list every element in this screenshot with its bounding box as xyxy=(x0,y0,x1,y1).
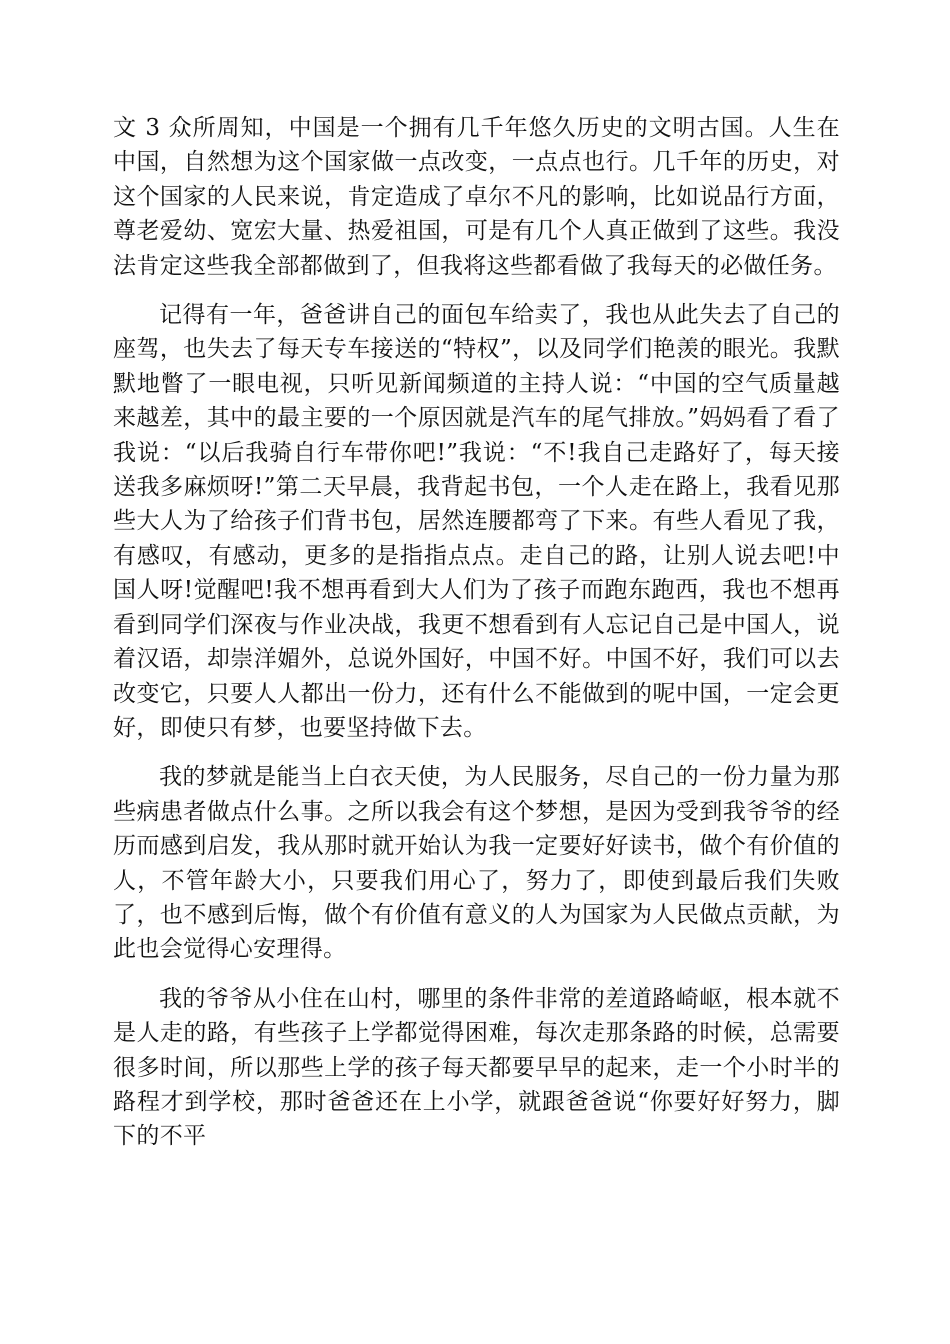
paragraph-3: 我的梦就是能当上白衣天使，为人民服务，尽自己的一份力量为那些病患者做点什么事。之所以我会有这个梦想，是因为受到我爷爷的经历而感到启发，我从那时就开始认为我一定要好好读书，做个有价值的人，不管年龄大小，只要我们用心了，努力了，即使到最后我们失败了，也不感到后悔，做个有价值有意义的人为国家为人民做点贡献，为此也会觉得心安理得。 xyxy=(113,764,840,963)
paragraph-2: 记得有一年，爸爸讲自己的面包车给卖了，我也从此失去了自己的座驾，也失去了每天专车接送的“特权”，以及同学们艳羡的眼光。我默默地瞥了一眼电视，只听见新闻频道的主持人说：“中国的空气质量越来越差，其中的最主要的一个原因就是汽车的尾气排放。”妈妈看了看了我说：“以后我骑自行车带你吧!”我说：“不!我自己走路好了，每天接送我多麻烦呀!”第二天早晨，我背起书包，一个人走在路上，我看见那些大人为了给孩子们背书包，居然连腰都弯了下来。有些人看见了我，有感叹，有感动，更多的是指指点点。走自己的路，让别人说去吧!中国人呀!觉醒吧!我不想再看到大人们为了孩子而跑东跑西，我也不想再看到同学们深夜与作业决战，我更不想看到有人忘记自己是中国人，说着汉语，却崇洋媚外，总说外国好，中国不好。中国不好，我们可以去改变它，只要人人都出一份力，还有什么不能做到的呢中国，一定会更好，即使只有梦，也要坚持做下去。 xyxy=(113,302,840,741)
paragraph-1: 文 3 众所周知，中国是一个拥有几千年悠久历史的文明古国。人生在中国，自然想为这个国家做一点改变，一点点也行。几千年的历史，对这个国家的人民来说，肯定造成了卓尔不凡的影响，比如说品行方面，尊老爱幼、宽宏大量、热爱祖国，可是有几个人真正做到了这些。我没法肯定这些我全部都做到了，但我将这些都看做了我每天的必做任务。 xyxy=(113,115,840,279)
paragraph-4: 我的爷爷从小住在山村，哪里的条件非常的差道路崎岖，根本就不是人走的路，有些孩子上学都觉得困难，每次走那条路的时候，总需要很多时间，所以那些上学的孩子每天都要早早的起来，走一个小时半的路程才到学校，那时爸爸还在上小学，就跟爸爸说“你要好好努力，脚下的不平 xyxy=(113,985,840,1150)
document-page xyxy=(113,111,840,1154)
